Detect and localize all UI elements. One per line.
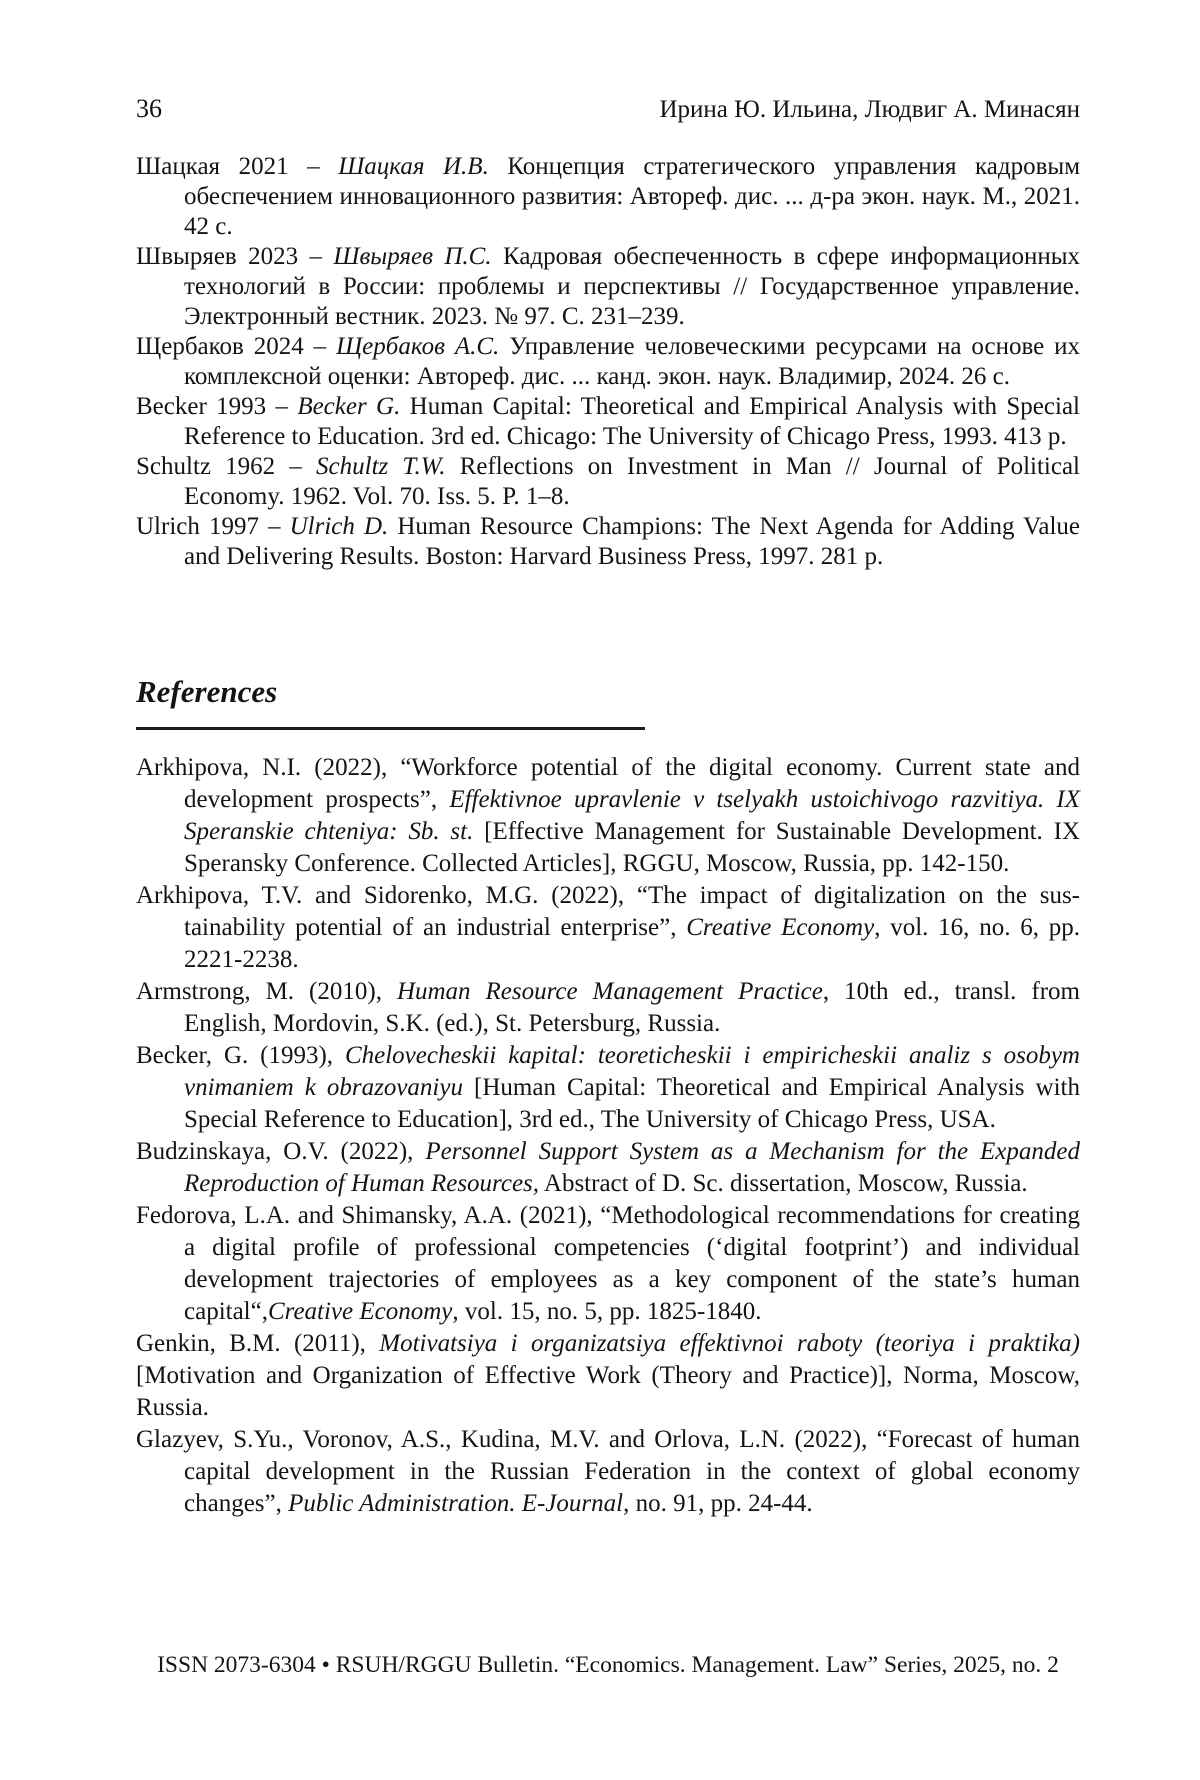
reference-italic-segment: Шацкая И.В. (338, 153, 489, 180)
reference-entry (136, 880, 1080, 976)
reference-entry (136, 1040, 1080, 1136)
reference-text-segment: Швыряев 2023 – (136, 243, 334, 270)
reference-entry (136, 392, 1080, 452)
reference-entry (136, 1200, 1080, 1328)
references-heading-rule (136, 727, 645, 730)
reference-text-segment: Шацкая 2021 – (136, 153, 339, 180)
reference-text-segment: , 10th ed., transl. from English, Mordovin, S.K. (ed.), St. Petersburg, Russia. (184, 978, 1080, 1037)
bibliography-russian-list (136, 152, 1080, 572)
reference-italic-segment: Becker G. (297, 393, 401, 420)
bibliography-english-list (136, 752, 1080, 1520)
reference-text-segment: Fedorova, L.A. and Shimansky, A.A. (2021), “Methodological recommendations for creating a digital profile of professional competencies (‘digital footprint’) and individual development trajectories of employees as a key component of the state’s human capital“, (136, 1202, 1080, 1325)
reference-text-segment: Genkin, B.M. (2011), (136, 1330, 380, 1357)
reference-text-segment: Кадровая обеспеченность в сфере информационных технологий в России: проблемы и перспективы // Государственное управление. Электронный вестник. 2023. № 97. С. 231–239. (184, 243, 1080, 330)
reference-text-segment: [Motivation and Organization of Effective Work (Theory and Practice)], Norma, Moscow, Russia. (136, 1362, 1080, 1421)
reference-entry (136, 152, 1080, 242)
reference-italic-segment: Creative Economy (686, 914, 875, 941)
reference-text-segment: Arkhipova, N.I. (2022), “Workforce potential of the digital economy. Current state and development prospects”, (136, 754, 1080, 813)
reference-text-segment: Концепция стратегического управления кадровым обеспечением инновационного развития: Автореф. дис. ... д-ра экон. наук. М., 2021. 42 с. (184, 153, 1081, 240)
reference-text-segment: Becker 1993 – (136, 393, 298, 420)
page-footer: ISSN 2073-6304 • RSUH/RGGU Bulletin. “Economics. Management. Law” Series, 2025, no. 2 (157, 1652, 1059, 1678)
reference-text-segment: , vol. 16, no. 6, pp. 2221-2238. (184, 914, 1080, 973)
reference-italic-segment: Chelovecheskii kapital: teoreticheskii i empiricheskii analiz s osobym vnimaniem k obrazovaniyu (184, 1042, 1080, 1101)
reference-italic-segment: Creative Economy (267, 1298, 453, 1325)
reference-entry (136, 1424, 1080, 1520)
reference-italic-segment: Human Resource Management Practice (396, 978, 823, 1005)
reference-text-segment: Abstract of D. Sc. dissertation, Moscow, Russia. (539, 1170, 1028, 1197)
reference-entry (136, 1136, 1080, 1200)
reference-italic-segment: Motivatsiya i organizatsiya effektivnoi raboty (teoriya i praktika) (379, 1330, 1080, 1357)
reference-italic-segment: Щербаков А.С. (336, 333, 500, 360)
reference-text-segment: Glazyev, S.Yu., Voronov, A.S., Kudina, M.V. and Orlova, L.N. (2022), “Forecast of human capital development in the Russian Federation in the context of global economy changes”, (136, 1426, 1080, 1517)
running-head-authors: Ирина Ю. Ильина, Людвиг А. Минасян (659, 96, 1080, 123)
page-number: 36 (136, 94, 162, 123)
reference-text-segment: Щербаков 2024 – (136, 333, 337, 360)
reference-italic-segment: Ulrich D. (289, 513, 389, 540)
reference-text-segment: Schultz 1962 – (136, 453, 317, 480)
reference-text-segment: [Human Capital: Theoretical and Empirical Analysis with Special Reference to Education], 3rd ed., The University of Chicago Press, USA. (184, 1074, 1080, 1133)
reference-italic-segment: Public Administration. E-Journal (288, 1490, 624, 1517)
reference-italic-segment: Effektivnoe upravlenie v tselyakh ustoichivogo razvitiya. IX Speranskie chteniya: Sb. st. (184, 786, 1080, 845)
reference-entry (136, 332, 1080, 392)
reference-italic-segment: Швыряев П.С. (333, 243, 492, 270)
reference-entry (136, 452, 1080, 512)
reference-text-segment: Human Capital: Theoretical and Empirical Analysis with Special Reference to Education. 3rd ed. Chicago: The University of Chicago Press, 1993. 413 p. (184, 393, 1080, 450)
reference-italic-segment: Schultz T.W. (316, 453, 446, 480)
reference-text-segment: Armstrong, M. (2010), (136, 978, 397, 1005)
reference-entry (136, 976, 1080, 1040)
reference-entry (136, 752, 1080, 880)
running-header (136, 94, 1080, 125)
reference-text-segment: , no. 91, pp. 24-44. (623, 1490, 813, 1517)
reference-italic-segment: Personnel Support System as a Mechanism for the Expanded Reproduction of Human Resources, (184, 1138, 1080, 1197)
reference-text-segment: Human Resource Champions: The Next Agenda for Adding Value and Delivering Results. Boston: Harvard Business Press, 1997. 281 p. (184, 513, 1080, 570)
reference-text-segment: Ulrich 1997 – (136, 513, 290, 540)
reference-text-segment: Budzinskaya, O.V. (2022), (136, 1138, 426, 1165)
reference-text-segment: Becker, G. (1993), (136, 1042, 345, 1069)
references-heading: References (136, 674, 278, 709)
reference-entry (136, 512, 1080, 572)
reference-text-segment: Arkhipova, T.V. and Sidorenko, M.G. (2022), “The impact of digitalization on the sustainability potential of an industrial enterprise”, (136, 882, 1080, 941)
reference-text-segment: Управление человеческими ресурсами на основе их комплексной оценки: Автореф. дис. ... канд. экон. наук. Владимир, 2024. 26 с. (184, 333, 1081, 390)
reference-entry (136, 242, 1080, 332)
reference-text-segment: [Effective Management for Sustainable Development. IX Speransky Conference. Collected Articles], RGGU, Moscow, Russia, pp. 142-150. (184, 818, 1081, 877)
reference-text-segment: Reflections on Investment in Man // Journal of Political Economy. 1962. Vol. 70. Iss. 5. P. 1–8. (184, 453, 1080, 510)
reference-text-segment: , vol. 15, no. 5, pp. 1825-1840. (452, 1298, 762, 1325)
reference-entry (136, 1328, 1080, 1424)
